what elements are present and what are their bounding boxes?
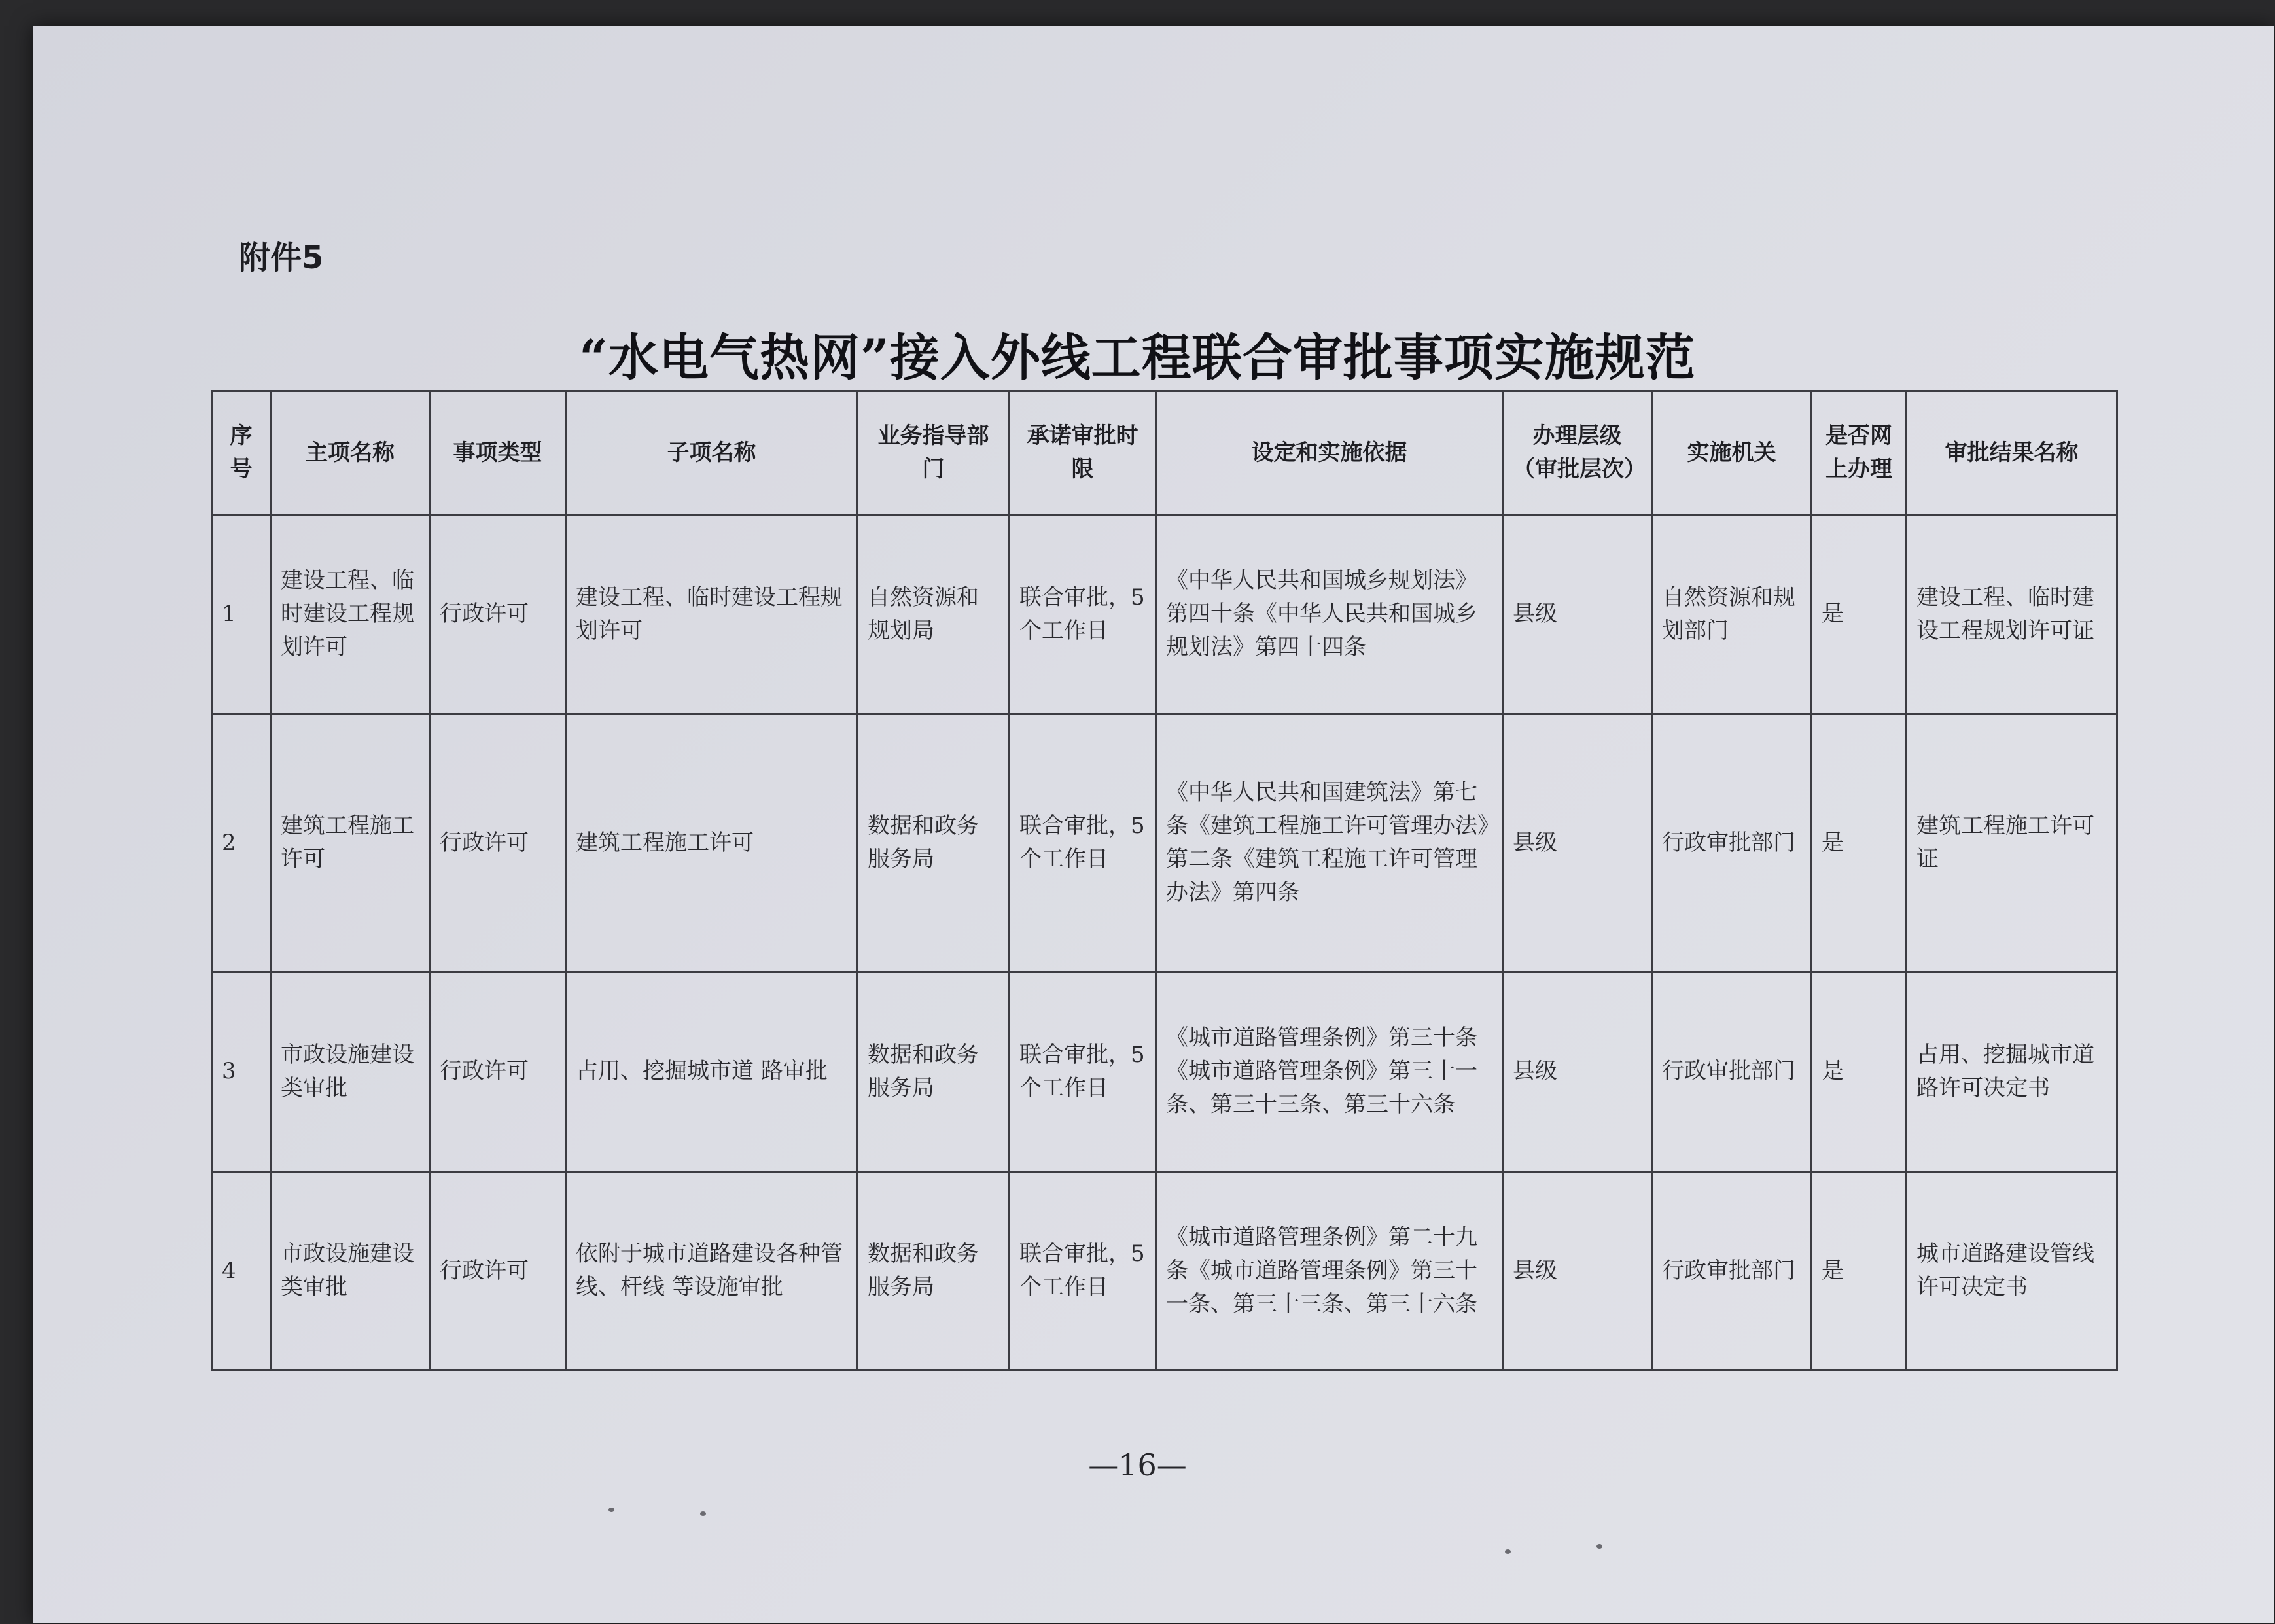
online-flag: 是 (1812, 1171, 1907, 1370)
row-number: 3 (212, 972, 271, 1171)
punch-mark (700, 1511, 706, 1516)
approval-time-limit: 联合审批，5个工作日 (1010, 714, 1156, 972)
table-row (212, 515, 2117, 714)
approval-result-name: 建筑工程施工许可证 (1907, 714, 2117, 972)
sub-item-name: 建设工程、临时建设工程规划许可 (566, 515, 858, 714)
legal-basis: 《城市道路管理条例》第二十九条《城市道路管理条例》第三十一条、第三十三条、第三十六条 (1156, 1171, 1503, 1370)
header-cell: 设定和实施依据 (1156, 391, 1503, 515)
sub-item-name: 依附于城市道路建设各种管线、杆线 等设施审批 (566, 1171, 858, 1370)
legal-basis: 《城市道路管理条例》第三十条《城市道路管理条例》第三十一条、第三十三条、第三十六条 (1156, 972, 1503, 1171)
item-type: 行政许可 (430, 972, 566, 1171)
header-cell: 办理层级（审批层次） (1503, 391, 1652, 515)
punch-mark (608, 1508, 614, 1512)
main-item-name: 市政设施建设类审批 (271, 1171, 430, 1370)
approval-level: 县级 (1503, 1171, 1652, 1370)
guide-department: 数据和政务服务局 (858, 714, 1010, 972)
implementing-agency: 行政审批部门 (1652, 972, 1812, 1171)
approval-level: 县级 (1503, 515, 1652, 714)
approval-time-limit: 联合审批，5个工作日 (1010, 1171, 1156, 1370)
row-number: 2 (212, 714, 271, 972)
main-item-name: 建筑工程施工许可 (271, 714, 430, 972)
approval-time-limit: 联合审批，5个工作日 (1010, 515, 1156, 714)
item-type: 行政许可 (430, 1171, 566, 1370)
main-item-name: 建设工程、临时建设工程规划许可 (271, 515, 430, 714)
implementing-agency: 行政审批部门 (1652, 714, 1812, 972)
header-cell: 审批结果名称 (1907, 391, 2117, 515)
implementing-agency: 自然资源和规划部门 (1652, 515, 1812, 714)
online-flag: 是 (1812, 714, 1907, 972)
sub-item-name: 占用、挖掘城市道 路审批 (566, 972, 858, 1171)
guide-department: 自然资源和规划局 (858, 515, 1010, 714)
page-number: —16— (1088, 1447, 1187, 1483)
legal-basis: 《中华人民共和国建筑法》第七条《建筑工程施工许可管理办法》第二条《建筑工程施工许可管理办法》第四条 (1156, 714, 1503, 972)
approval-time-limit: 联合审批，5个工作日 (1010, 972, 1156, 1171)
approval-spec-table (211, 390, 2118, 1371)
header-cell: 主项名称 (271, 391, 430, 515)
approval-result-name: 城市道路建设管线许可决定书 (1907, 1171, 2117, 1370)
sub-item-name: 建筑工程施工许可 (566, 714, 858, 972)
approval-level: 县级 (1503, 972, 1652, 1171)
header-cell: 序号 (212, 391, 271, 515)
implementing-agency: 行政审批部门 (1652, 1171, 1812, 1370)
table-row (212, 972, 2117, 1171)
legal-basis: 《中华人民共和国城乡规划法》第四十条《中华人民共和国城乡规划法》第四十四条 (1156, 515, 1503, 714)
table-row (212, 714, 2117, 972)
header-cell: 子项名称 (566, 391, 858, 515)
main-item-name: 市政设施建设类审批 (271, 972, 430, 1171)
document-title: “水电气热网”接入外线工程联合审批事项实施规范 (579, 328, 1696, 387)
punch-mark (1505, 1549, 1511, 1554)
header-cell: 是否网上办理 (1812, 391, 1907, 515)
row-number: 1 (212, 515, 271, 714)
header-cell: 实施机关 (1652, 391, 1812, 515)
table-row (212, 1171, 2117, 1370)
item-type: 行政许可 (430, 515, 566, 714)
online-flag: 是 (1812, 515, 1907, 714)
approval-result-name: 建设工程、临时建设工程规划许可证 (1907, 515, 2117, 714)
attachment-label: 附件5 (239, 239, 324, 276)
guide-department: 数据和政务服务局 (858, 972, 1010, 1171)
header-cell: 业务指导部门 (858, 391, 1010, 515)
row-number: 4 (212, 1171, 271, 1370)
item-type: 行政许可 (430, 714, 566, 972)
header-cell: 事项类型 (430, 391, 566, 515)
table-header-row (212, 391, 2117, 515)
online-flag: 是 (1812, 972, 1907, 1171)
punch-mark (1596, 1544, 1602, 1549)
header-cell: 承诺审批时限 (1010, 391, 1156, 515)
approval-result-name: 占用、挖掘城市道路许可决定书 (1907, 972, 2117, 1171)
guide-department: 数据和政务服务局 (858, 1171, 1010, 1370)
approval-level: 县级 (1503, 714, 1652, 972)
